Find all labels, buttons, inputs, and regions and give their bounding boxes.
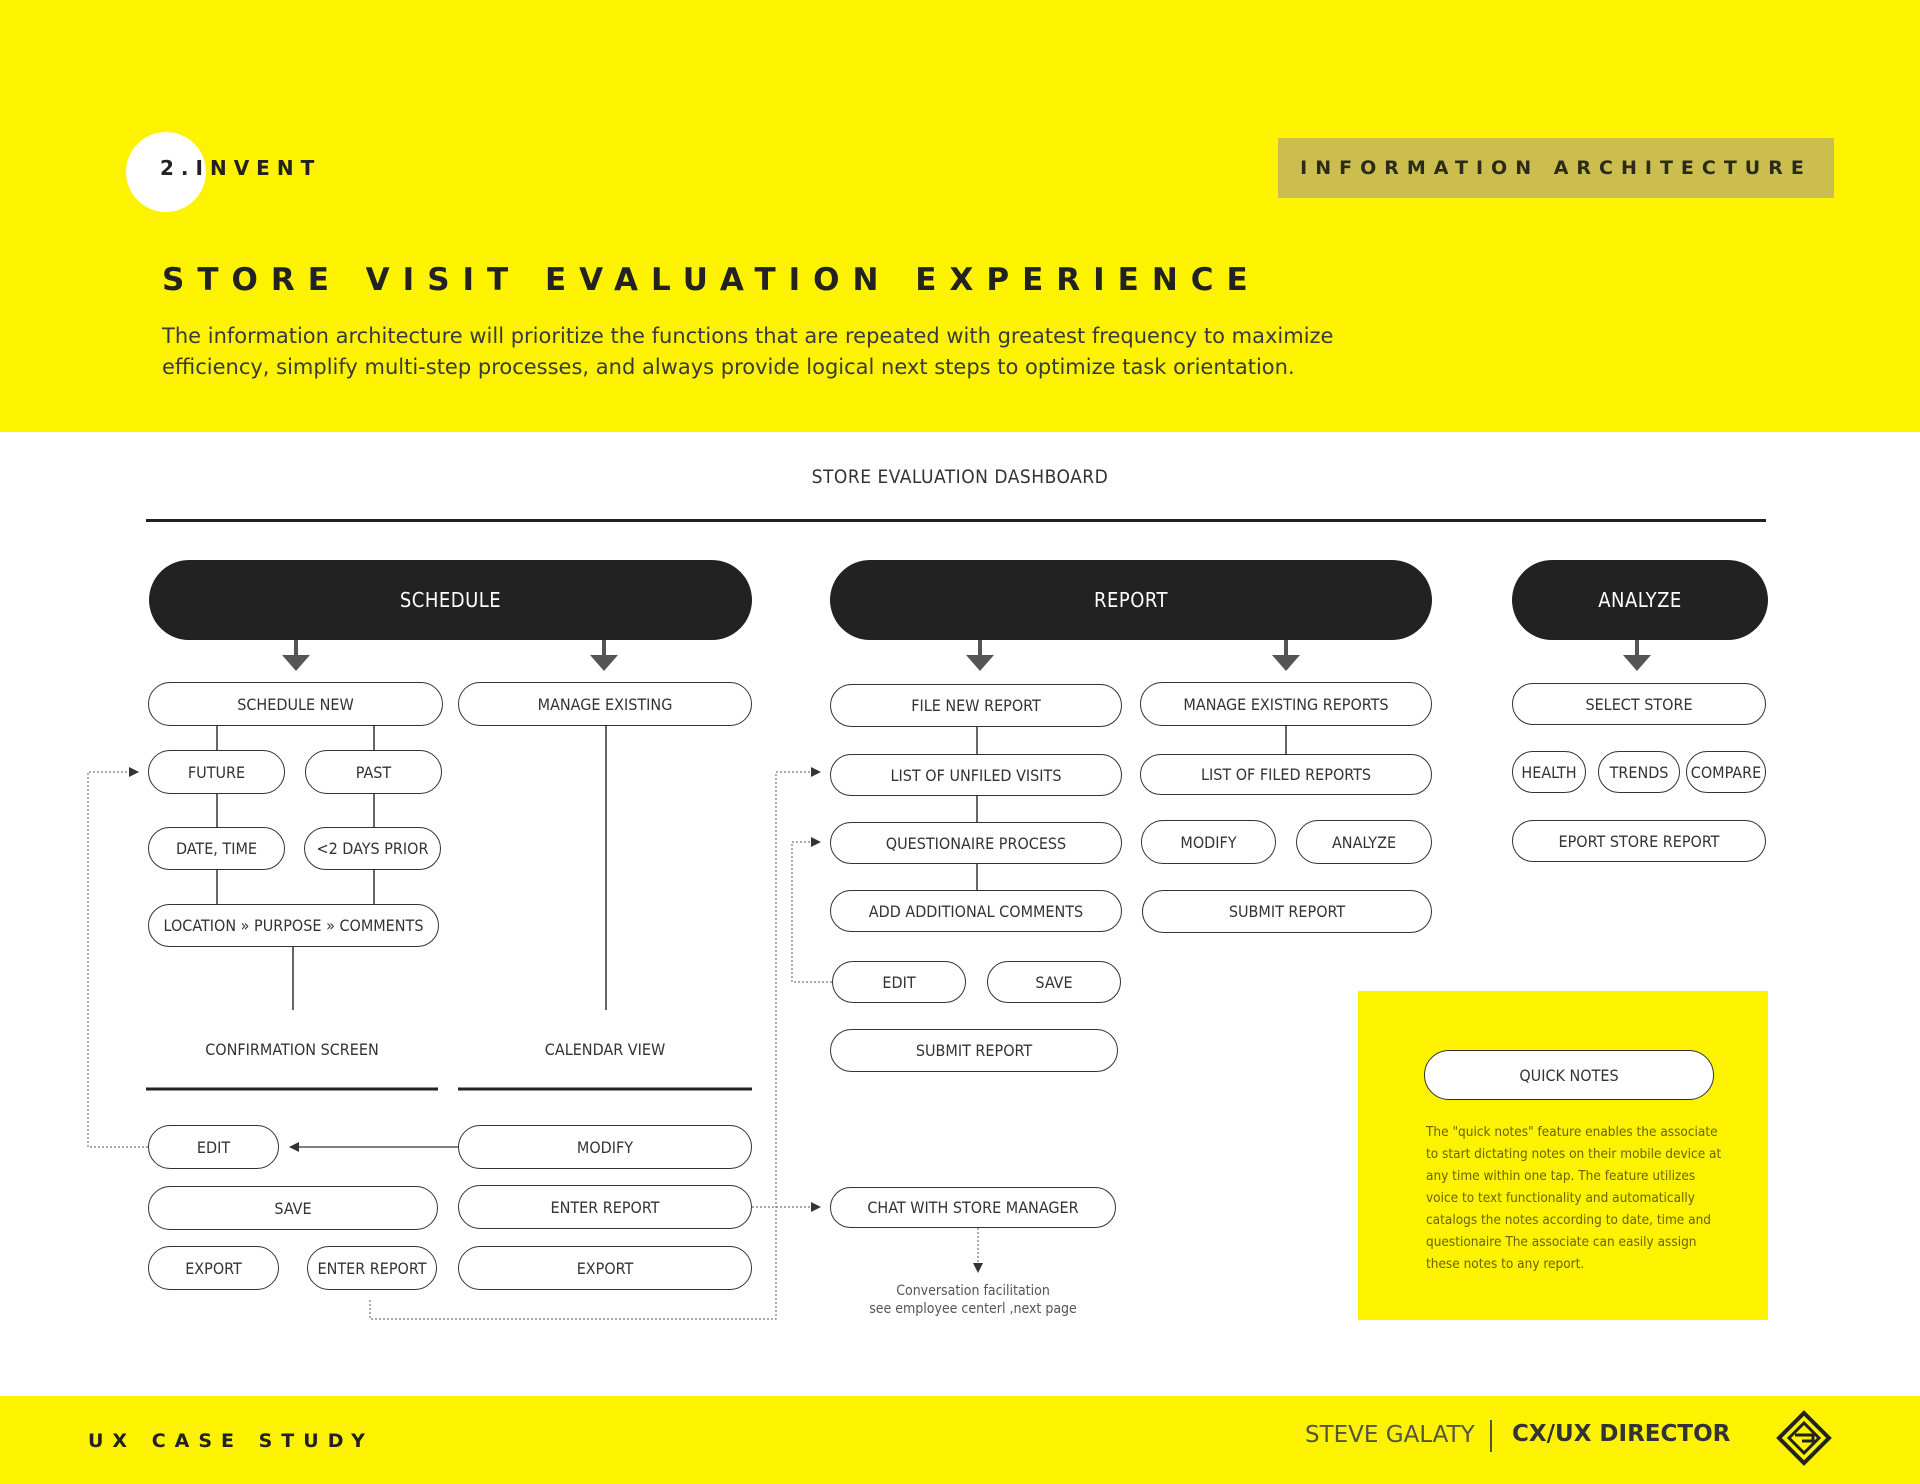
- logo-icon: [1776, 1410, 1832, 1466]
- footer-case-study: UX CASE STUDY: [88, 1430, 374, 1452]
- footer-divider: [1490, 1420, 1492, 1452]
- add-additional-comments-node[interactable]: ADD ADDITIONAL COMMENTS: [830, 890, 1122, 932]
- days-prior-node[interactable]: <2 DAYS PRIOR: [304, 827, 441, 870]
- export-store-report-node[interactable]: EPORT STORE REPORT: [1512, 820, 1766, 862]
- calendar-export-node[interactable]: EXPORT: [458, 1246, 752, 1290]
- confirmation-screen-label: CONFIRMATION SCREEN: [205, 1040, 379, 1059]
- schedule-header[interactable]: SCHEDULE: [149, 560, 752, 640]
- footer-role: CX/UX DIRECTOR: [1512, 1421, 1731, 1447]
- calendar-modify-node[interactable]: MODIFY: [458, 1125, 752, 1169]
- manage-submit-report-node[interactable]: SUBMIT REPORT: [1142, 890, 1432, 933]
- calendar-view-label: CALENDAR VIEW: [544, 1040, 666, 1059]
- arrow-manage-reports: [1272, 640, 1300, 671]
- conversation-note-line-1: Conversation facilitation: [896, 1283, 1050, 1299]
- intro-line-2: efficiency, simplify multi-step processes, and always provide logical next steps to optimize task orientation.: [162, 355, 1295, 379]
- conversation-note-line-2: see employee centerl ,next page: [869, 1301, 1077, 1317]
- schedule-new-node[interactable]: SCHEDULE NEW: [148, 682, 443, 726]
- analyze-header[interactable]: ANALYZE: [1512, 560, 1768, 640]
- report-save-node[interactable]: SAVE: [987, 961, 1121, 1003]
- compare-node[interactable]: COMPARE: [1686, 751, 1766, 793]
- quick-notes-description: The "quick notes" feature enables the associate to start dictating notes on their mobile device at any time within one tap. The feature utilizes voice to text functionality and automatically catalogs the notes according to date, time and questionaire The associate can easily assign these notes to any report.: [1426, 1124, 1722, 1272]
- conversation-note: [848, 1282, 1098, 1318]
- page-title: STORE VISIT EVALUATION EXPERIENCE: [162, 262, 1261, 298]
- arrow-schedule-new: [282, 640, 310, 671]
- section-name: INVENT: [195, 156, 322, 180]
- intro-line-1: The information architecture will prioritize the functions that are repeated with greatest frequency to maximize: [162, 324, 1334, 348]
- arrow-manage-existing: [590, 640, 618, 671]
- section-number: 2.: [160, 156, 196, 180]
- report-edit-node[interactable]: EDIT: [832, 961, 966, 1003]
- health-node[interactable]: HEALTH: [1512, 751, 1586, 793]
- schedule-edit-node[interactable]: EDIT: [148, 1125, 279, 1169]
- dashboard-title: STORE EVALUATION DASHBOARD: [811, 466, 1109, 488]
- schedule-enter-report-node[interactable]: ENTER REPORT: [307, 1246, 437, 1290]
- chat-store-manager-node[interactable]: CHAT WITH STORE MANAGER: [830, 1187, 1116, 1228]
- manage-existing-node[interactable]: MANAGE EXISTING: [458, 682, 752, 726]
- date-time-node[interactable]: DATE, TIME: [148, 827, 285, 870]
- report-header[interactable]: REPORT: [830, 560, 1432, 640]
- file-new-report-node[interactable]: FILE NEW REPORT: [830, 684, 1122, 727]
- footer-author: STEVE GALATY: [1305, 1422, 1475, 1448]
- questionaire-process-node[interactable]: QUESTIONAIRE PROCESS: [830, 822, 1122, 864]
- category-tag: INFORMATION ARCHITECTURE: [1278, 138, 1834, 198]
- quick-notes-node[interactable]: QUICK NOTES: [1424, 1050, 1714, 1100]
- list-filed-reports-node[interactable]: LIST OF FILED REPORTS: [1140, 754, 1432, 795]
- report-analyze-node[interactable]: ANALYZE: [1296, 820, 1432, 864]
- schedule-save-node[interactable]: SAVE: [148, 1186, 438, 1230]
- submit-report-node[interactable]: SUBMIT REPORT: [830, 1029, 1118, 1072]
- trends-node[interactable]: TRENDS: [1598, 751, 1680, 793]
- schedule-export-node[interactable]: EXPORT: [148, 1246, 279, 1290]
- manage-existing-reports-node[interactable]: MANAGE EXISTING REPORTS: [1140, 682, 1432, 726]
- past-node[interactable]: PAST: [305, 750, 442, 794]
- list-unfiled-visits-node[interactable]: LIST OF UNFILED VISITS: [830, 754, 1122, 796]
- location-purpose-comments-node[interactable]: LOCATION » PURPOSE » COMMENTS: [148, 904, 439, 947]
- arrow-file-new: [966, 640, 994, 671]
- arrow-select-store: [1623, 640, 1651, 671]
- select-store-node[interactable]: SELECT STORE: [1512, 683, 1766, 725]
- calendar-enter-report-node[interactable]: ENTER REPORT: [458, 1185, 752, 1229]
- report-modify-node[interactable]: MODIFY: [1141, 820, 1276, 864]
- future-node[interactable]: FUTURE: [148, 750, 285, 794]
